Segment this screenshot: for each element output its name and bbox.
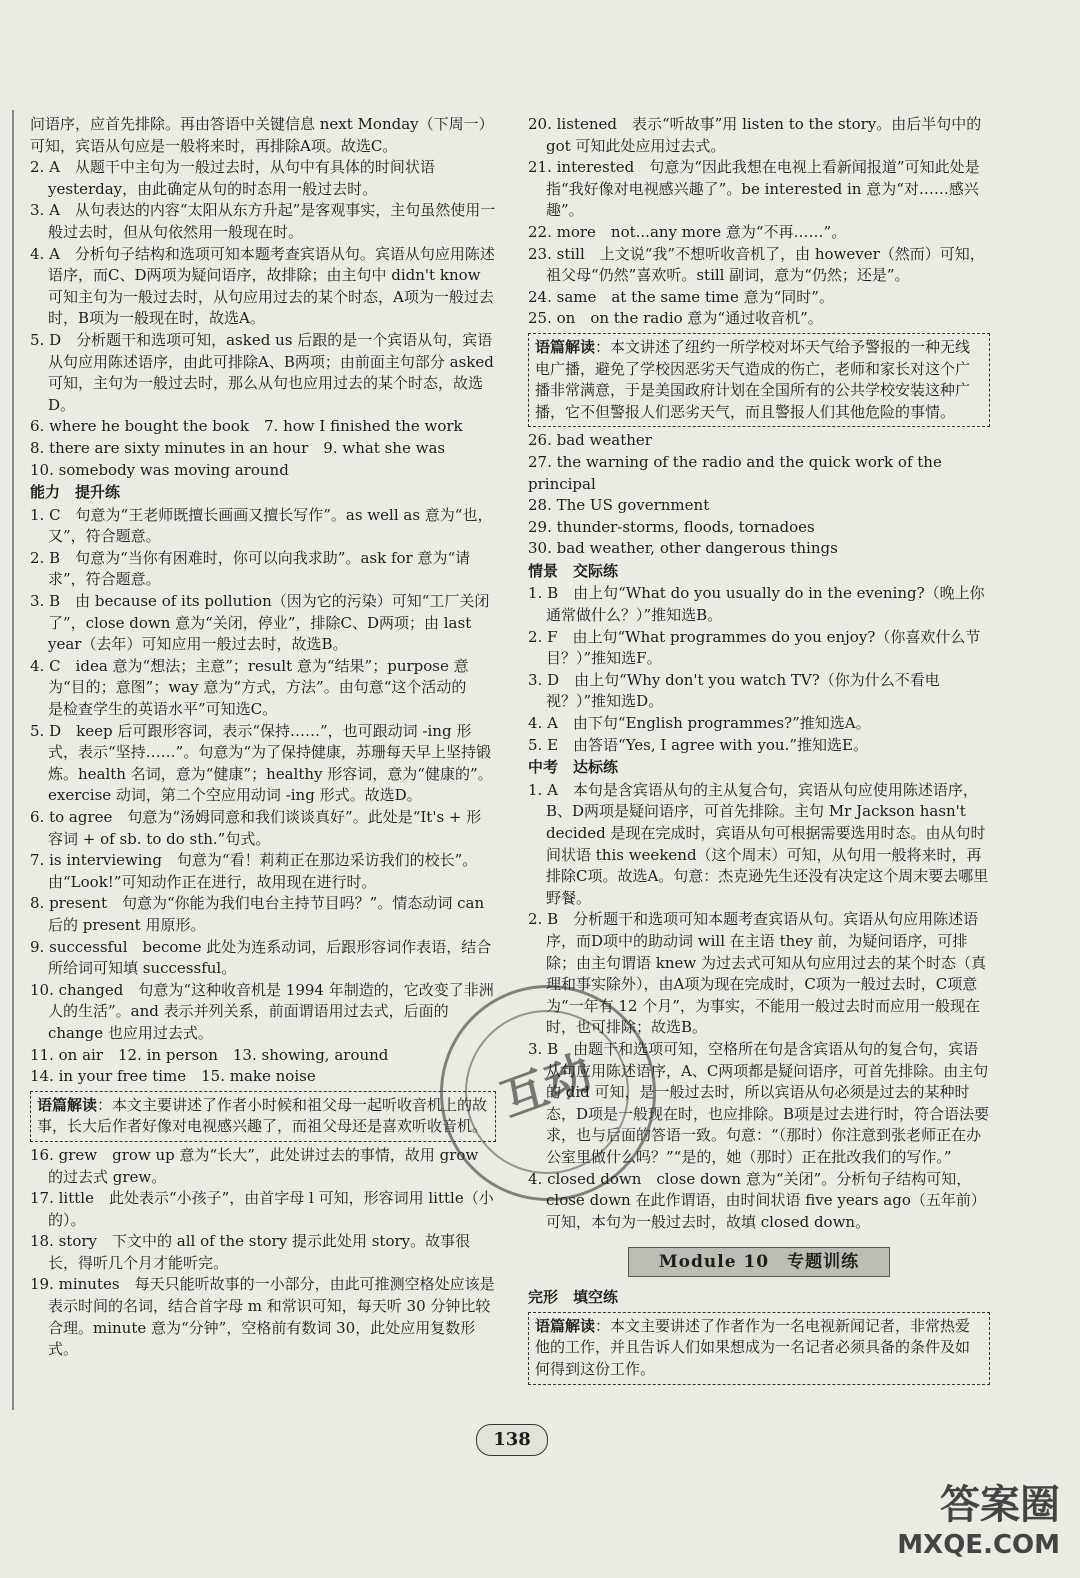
answer-item: 28. The US government [528, 496, 710, 515]
answer-item: 3. A 从句表达的内容“太阳从东方升起”是客观事实，主句虽然使用一般过去时，但从句依然用一般现在时。 [30, 201, 496, 241]
answer-item: 6. to agree 句意为“汤姆同意和我们谈谈真好”。此处是“It's + 形容词 + of sb. to do sth.”句式。 [30, 808, 482, 848]
passage-analysis-label: 语篇解读 [37, 1095, 98, 1114]
answer-item: 24. same at the same time 意为“同时”。 [528, 287, 834, 306]
answer-item: 17. little 此处表示“小孩子”，由首字母 l 可知，形容词用 little（小的）。 [30, 1189, 494, 1229]
answer-item: 8. present 句意为“你能为我们电台主持节目吗？”。情态动词 can 后的 present 用原形。 [30, 894, 485, 934]
section-heading: 中考 达标练 [528, 758, 619, 777]
answer-item: 25. on on the radio 意为“通过收音机”。 [528, 309, 823, 328]
answer-item: 10. changed 句意为“这种收音机是 1994 年制造的，它改变了非洲人的生活”。and 表示并列关系，前面谓语用过去式，后面的 change 也应用过去式。 [30, 980, 494, 1042]
answer-item: 18. story 下文中的 all of the story 提示此处用 story。故事很长，得听几个月才能听完。 [30, 1232, 471, 1272]
page-number: 138 [476, 1424, 548, 1456]
section-heading: 完形 填空练 [528, 1288, 619, 1307]
answer-item: 29. thunder-storms, floods, tornadoes [528, 517, 815, 536]
answer-item: 9. successful become 此处为连系动词，后跟形容词作表语，结合所给词可知填 successful。 [30, 937, 492, 978]
margin-rule [12, 110, 14, 1410]
answer-item: 21. interested 句意为“因此我想在电视上看新闻报道”可知此处是指“我好像对电视感兴趣了”。be interested in 意为“对……感兴趣”。 [528, 158, 980, 220]
watermark-url: MXQE.COM [897, 1530, 1060, 1560]
passage-analysis-box [30, 1091, 496, 1142]
answer-item: 2. B 句意为“当你有困难时，你可以向我求助”。ask for 意为“请求”，符合题意。 [30, 548, 471, 589]
answer-item: 4. A 分析句子结构和选项可知本题考查宾语从句。宾语从句应用陈述语序，而C、D两项为疑问语序，故排除；由主句中 didn't know 可知主句为一般过去时，从句应用过去的某个时态，A项为一般过去时，B项为一般现在时，故选A。 [30, 244, 495, 328]
passage-analysis-label: 语篇解读 [535, 1316, 596, 1335]
answer-item: 23. still 上文说“我”不想听收音机了，由 however（然而）可知，祖父母“仍然”喜欢听。still 副词，意为“仍然；还是”。 [528, 244, 985, 285]
passage-analysis-text: ：本文主要讲述了作者作为一名电视新闻记者，非常热爱他的工作，并且告诉人们如果想成为一名记者必须具备的条件及如何得到这份工作。 [535, 1316, 971, 1379]
answer-item: 19. minutes 每天只能听故事的一小部分，由此可推测空格处应该是表示时间的名词，结合首字母 m 和常识可知，每天听 30 分钟比较合理。minute 意为“分钟”，空格前有数词 30，此处应用复数形式。 [30, 1275, 495, 1359]
answer-text: 问语序，应首先排除。再由答语中关键信息 next Monday（下周一）可知，宾语从句应是一般将来时，再排除A项。故选C。 [30, 115, 494, 155]
passage-analysis-text: ：本文主要讲述了作者小时候和祖父母一起听收音机上的故事，长大后作者好像对电视感兴趣了，而祖父母还是喜欢听收音机。 [37, 1095, 488, 1136]
answer-item: 1. A 本句是含宾语从句的主从复合句，宾语从句应使用陈述语序，B、D两项是疑问语序，可首先排除。主句 Mr Jackson hasn't decided 是现在完成时，宾语从句可根据需要选用时态。由从句时间状语 this weekend（这个周末）可知，从句用一般将来时，再排除C项。故选A。句意：杰克逊先生还没有决定这个周末要去哪里野餐。 [528, 780, 989, 907]
answer-item: 3. B 由 because of its pollution（因为它的污染）可知“工厂关闭了”，close down 意为“关闭，停业”，排除C、D两项；由 last year（去年）可知应用一般过去时，故选B。 [30, 592, 490, 654]
answer-item: 27. the warning of the radio and the quick work of the principal [528, 452, 942, 493]
answer-item: 2. A 从题干中主句为一般过去时，从句中有具体的时间状语 yesterday，由此确定从句的时态用一般过去时。 [30, 158, 435, 198]
watermark [897, 1473, 1060, 1560]
answer-item: 3. B 由题干和选项可知，空格所在句是含宾语从句的复合句，宾语从句应用陈述语序，A、C两项都是疑问语序，可首先排除。由主句的 did 可知，是一般过去时，所以宾语从句必须是过去的某种时态，D项是一般现在时，也应排除。B项是过去进行时，符合语法要求，也与后面的答语一致。句意：“（那时）你注意到张老师正在办公室里做什么吗？”“是的，她（那时）正在批改我们的写作。” [528, 1039, 990, 1166]
answer-item: 2. F 由上句“What programmes do you enjoy?（你喜欢什么节目？）”推知选F。 [528, 627, 981, 668]
answer-item: 6. where he bought the book 7. how I finished the work [30, 417, 463, 436]
answer-item: 3. D 由上句“Why don't you watch TV?（你为什么不看电视？）”推知选D。 [528, 670, 940, 711]
answer-item: 4. C idea 意为“想法；主意”；result 意为“结果”；purpose 意为“目的；意图”；way 意为“方式，方法”。由句意“这个活动的 是检查学生的英语水平”可知选C。 [30, 656, 497, 719]
answer-item: 7. is interviewing 句意为“看！莉莉正在那边采访我们的校长”。由“Look!”可知动作正在进行，故用现在进行时。 [30, 851, 478, 891]
answer-item: 10. somebody was moving around [30, 460, 289, 479]
answer-item: 5. D keep 后可跟形容词，表示“保持……”，也可跟动词 -ing 形式，表示“坚持……”。句意为“为了保持健康，苏珊每天早上坚持锻炼。health 名词，意为“健康”；healthy 形容词，意为“健康的”。exercise 动词，第二个空应用动词 -ing 形式。故选D。 [30, 721, 493, 805]
passage-analysis-box [528, 333, 990, 427]
answer-item: 5. E 由答语“Yes, I agree with you.”推知选E。 [528, 735, 868, 754]
answer-item: 5. D 分析题干和选项可知，asked us 后跟的是一个宾语从句，宾语从句应用陈述语序，由此可排除A、B两项；由前面主句部分 asked 可知，主句为一般过去时，那么从句也应用过去的某个时态，故选D。 [30, 330, 494, 414]
answer-item: 1. C 句意为“王老师既擅长画画又擅长写作”。as well as 意为“也，又”，符合题意。 [30, 505, 493, 546]
answer-item: 8. there are sixty minutes in an hour 9. what she was [30, 438, 446, 457]
watermark-logo: 答案圈 [940, 1482, 1060, 1528]
answer-item: 20. listened 表示“听故事”用 listen to the story。由后半句中的 got 可知此处应用过去式。 [528, 115, 982, 155]
answer-item: 16. grew grow up 意为“长大”，此处讲过去的事情，故用 grow 的过去式 grew。 [30, 1145, 479, 1186]
answer-item: 14. in your free time 15. make noise [30, 1067, 316, 1086]
section-heading: 能力 提升练 [30, 483, 121, 502]
right-column [528, 114, 990, 1388]
answer-item: 1. B 由上句“What do you usually do in the evening?（晚上你通常做什么？）”推知选B。 [528, 584, 985, 625]
answer-item: 2. B 分析题干和选项可知本题考查宾语从句。宾语从句应用陈述语序，而D项中的助动词 will 在主语 they 前，为疑问语序，可排除；由主句谓语 knew 为过去式可知从句应用过去的某个时态（真理和事实除外），由A项为现在完成时，C项为一般过去时，C项意为“一年有 12 个月”，为事实，不能用一般过去时而应用一般现在时，也可排除；故选B。 [528, 910, 987, 1037]
passage-analysis-text: ：本文讲述了纽约一所学校对坏天气给予警报的一种无线电广播，避免了学校因恶劣天气造成的伤亡，老师和家长对这个广播非常满意，于是美国政府计划在全国所有的公共学校安装这种广播，它不但警报人们恶劣天气，而且警报人们其他危险的事情。 [535, 337, 971, 421]
stamp-text: 互动 [493, 1044, 599, 1127]
answer-item: 4. closed down close down 意为“关闭”。分析句子结构可知，close down 在此作谓语，由时间状语 five years ago（五年前）可知，本句为一般过去时，故填 closed down。 [528, 1169, 986, 1231]
module-title: Module 10 专题训练 [628, 1247, 890, 1277]
passage-analysis-box [528, 1312, 990, 1385]
answer-item: 30. bad weather, other dangerous things [528, 539, 838, 558]
answer-item: 22. more not...any more 意为“不再……”。 [528, 222, 847, 241]
left-column [30, 114, 496, 1361]
answer-item: 26. bad weather [528, 431, 652, 450]
passage-analysis-label: 语篇解读 [535, 337, 596, 356]
answer-item: 11. on air 12. in person 13. showing, around [30, 1045, 389, 1064]
answer-item: 4. A 由下句“English programmes?”推知选A。 [528, 714, 871, 733]
section-heading: 情景 交际练 [528, 561, 619, 580]
